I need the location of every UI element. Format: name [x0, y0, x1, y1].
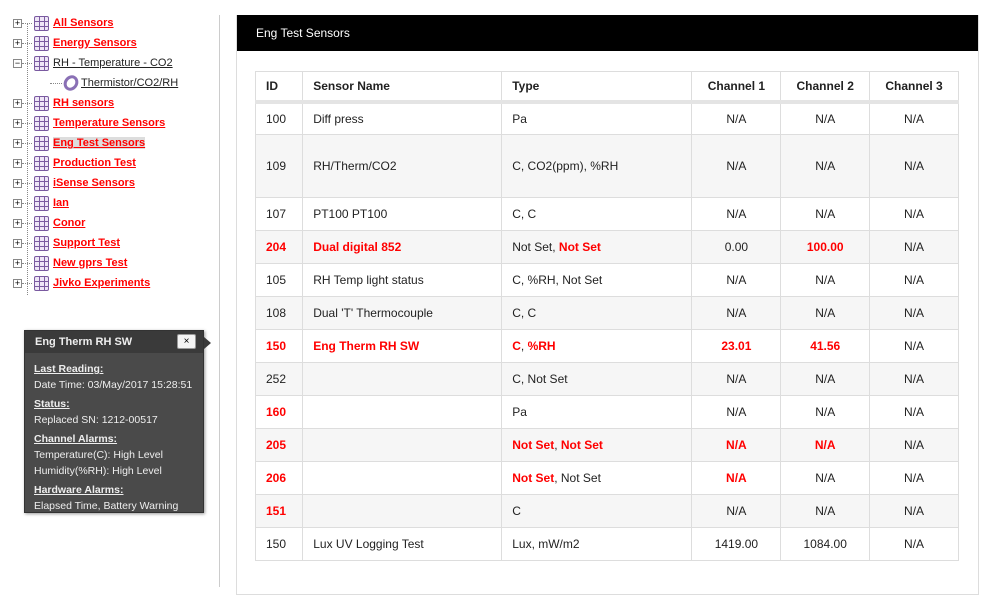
panel-title: Eng Test Sensors	[237, 15, 978, 51]
expand-icon[interactable]: +	[14, 37, 21, 48]
sensor-name-cell[interactable]	[303, 363, 502, 396]
table-row[interactable]	[256, 495, 959, 528]
tree-item-label[interactable]: Conor	[53, 217, 86, 229]
expand-icon[interactable]: +	[14, 117, 21, 128]
channel-1-cell: 1419.00	[692, 528, 781, 561]
expand-icon[interactable]: +	[14, 237, 21, 248]
expand-icon[interactable]: +	[14, 97, 21, 108]
channel-1-cell: N/A	[692, 102, 781, 135]
sensor-type-cell	[502, 198, 692, 231]
type-part: Not Set	[512, 438, 555, 452]
type-part: C, CO2(ppm), %RH	[512, 159, 619, 173]
sensor-group-tree	[10, 13, 210, 293]
type-part: ,	[520, 339, 528, 353]
channel-2-cell: 41.56	[781, 330, 870, 363]
channel-3-cell: N/A	[870, 396, 959, 429]
channel-2-cell: N/A	[781, 264, 870, 297]
sensor-id-cell: 108	[256, 297, 303, 330]
sensor-id-cell: 150	[256, 330, 303, 363]
channel-1-cell: 0.00	[692, 231, 781, 264]
channel-2-cell: N/A	[781, 495, 870, 528]
channel-1-cell: N/A	[692, 363, 781, 396]
close-icon[interactable]: ×	[177, 334, 196, 349]
sensor-type-cell	[502, 231, 692, 264]
sensor-type-cell	[502, 135, 692, 198]
type-part: C	[512, 339, 521, 353]
table-header-row	[256, 72, 959, 102]
channel-2-cell: N/A	[781, 102, 870, 135]
sensor-name-cell[interactable]: RH Temp light status	[303, 264, 502, 297]
type-part: , Not Set	[554, 471, 601, 485]
channel-1-cell: N/A	[692, 198, 781, 231]
tree-item-temperature-sensors[interactable]	[10, 113, 210, 133]
sensor-group-icon	[34, 136, 49, 151]
type-part: C, C	[512, 306, 537, 320]
tree-item-label[interactable]: RH sensors	[53, 97, 115, 109]
channel-2-cell: N/A	[781, 135, 870, 198]
sensor-id-cell: 105	[256, 264, 303, 297]
tree-item-label[interactable]: Eng Test Sensors	[53, 137, 146, 149]
sensor-id-cell: 107	[256, 198, 303, 231]
sensor-icon	[61, 72, 82, 93]
type-part: Pa	[512, 405, 527, 419]
sensor-group-icon	[34, 96, 49, 111]
status-heading: Status:	[34, 398, 70, 410]
expand-icon[interactable]: +	[14, 277, 21, 288]
tooltip-title: Eng Therm RH SW	[25, 331, 203, 353]
type-part: Not Set	[558, 240, 601, 254]
expand-icon[interactable]: +	[14, 177, 21, 188]
channel-2-cell: N/A	[781, 363, 870, 396]
channel-3-cell: N/A	[870, 429, 959, 462]
sensor-table	[255, 71, 959, 561]
sensor-group-icon	[34, 16, 49, 31]
channel-1-cell: N/A	[692, 396, 781, 429]
type-part: Not Set	[512, 240, 553, 254]
sensor-name-cell[interactable]	[303, 462, 502, 495]
channel-2-cell: N/A	[781, 198, 870, 231]
sensor-id-cell: 252	[256, 363, 303, 396]
sensor-id-cell: 151	[256, 495, 303, 528]
type-part: ,	[554, 438, 561, 452]
tree-item-label[interactable]: Energy Sensors	[53, 37, 137, 49]
tree-item-label[interactable]: Temperature Sensors	[53, 117, 166, 129]
status-text: Replaced SN: 1212-00517	[34, 414, 158, 426]
sensor-name-cell[interactable]: Lux UV Logging Test	[303, 528, 502, 561]
hardware-alarms-text: Elapsed Time, Battery Warning	[34, 500, 179, 512]
tree-connector	[22, 23, 32, 24]
channel-3-cell: N/A	[870, 297, 959, 330]
sensor-type-cell	[502, 429, 692, 462]
table-row[interactable]	[256, 264, 959, 297]
sensor-group-icon	[34, 276, 49, 291]
channel-3-cell: N/A	[870, 135, 959, 198]
type-part: ,	[552, 240, 559, 254]
tree-item-production-test[interactable]	[10, 153, 210, 173]
type-part: %RH	[527, 339, 556, 353]
tree-item-label[interactable]: Support Test	[53, 237, 121, 249]
tree-item-isense-sensors[interactable]	[10, 173, 210, 193]
channel-alarms-heading: Channel Alarms:	[34, 433, 118, 445]
tree-connector	[22, 63, 32, 64]
channel-2-cell: N/A	[781, 429, 870, 462]
tree-item-jivko-experiments[interactable]	[10, 273, 210, 293]
tree-connector	[22, 43, 32, 44]
sensor-group-icon	[34, 36, 49, 51]
tree-item-label[interactable]: Jivko Experiments	[53, 277, 151, 289]
tree-connector	[22, 123, 32, 124]
table-row[interactable]	[256, 396, 959, 429]
last-reading-datetime: Date Time: 03/May/2017 15:28:51	[34, 379, 193, 391]
sensor-id-cell: 160	[256, 396, 303, 429]
tree-item-rh-temperature-co2[interactable]	[10, 53, 210, 73]
channel-1-cell: N/A	[692, 135, 781, 198]
table-row[interactable]	[256, 363, 959, 396]
type-part: Not Set	[560, 438, 603, 452]
tree-item-label[interactable]: Ian	[53, 197, 69, 209]
sensor-id-cell: 109	[256, 135, 303, 198]
tree-item-label[interactable]: iSense Sensors	[53, 177, 135, 189]
sensor-name-cell[interactable]: Dual digital 852	[303, 231, 502, 264]
column-header[interactable]: Channel 2	[781, 72, 870, 102]
channel-2-cell: 100.00	[781, 231, 870, 264]
expand-icon[interactable]: +	[14, 217, 21, 228]
channel-2-cell: N/A	[781, 396, 870, 429]
collapse-icon[interactable]: −	[14, 57, 21, 68]
tree-item-energy-sensors[interactable]	[10, 33, 210, 53]
channel-alarm: Humidity(%RH): High Level	[34, 465, 162, 477]
tree-connector	[22, 143, 32, 144]
channel-1-cell: N/A	[692, 264, 781, 297]
sensor-type-cell	[502, 330, 692, 363]
table-row[interactable]	[256, 297, 959, 330]
tree-item-ian[interactable]	[10, 193, 210, 213]
sensor-type-cell	[502, 528, 692, 561]
sensor-id-cell: 205	[256, 429, 303, 462]
sensor-group-icon	[34, 236, 49, 251]
channel-3-cell: N/A	[870, 528, 959, 561]
sensor-type-cell	[502, 495, 692, 528]
tree-item-rh-sensors[interactable]	[10, 93, 210, 113]
tree-item-label[interactable]: Thermistor/CO2/RH	[81, 77, 179, 89]
type-part: C, C	[512, 207, 537, 221]
channel-2-cell: N/A	[781, 297, 870, 330]
channel-3-cell: N/A	[870, 198, 959, 231]
channel-1-cell: N/A	[692, 429, 781, 462]
tooltip-arrow	[204, 337, 211, 349]
sensor-name-cell[interactable]	[303, 396, 502, 429]
sensor-name-cell[interactable]: Dual 'T' Thermocouple	[303, 297, 502, 330]
channel-2-cell: N/A	[781, 462, 870, 495]
table-row[interactable]	[256, 135, 959, 198]
type-part: C, Not Set	[512, 372, 568, 386]
sensor-type-cell	[502, 297, 692, 330]
table-row[interactable]	[256, 462, 959, 495]
type-part: C, %RH, Not Set	[512, 273, 603, 287]
tree-connector	[22, 283, 32, 284]
channel-1-cell: N/A	[692, 462, 781, 495]
channel-1-cell: N/A	[692, 495, 781, 528]
tree-connector	[22, 183, 32, 184]
sensor-id-cell: 100	[256, 102, 303, 135]
column-header[interactable]: ID	[256, 72, 303, 102]
column-header[interactable]: Sensor Name	[303, 72, 502, 102]
sensor-group-icon	[34, 116, 49, 131]
expand-icon[interactable]: +	[14, 157, 21, 168]
sensor-group-icon	[34, 256, 49, 271]
sensor-group-icon	[34, 176, 49, 191]
sensor-name-cell[interactable]: PT100 PT100	[303, 198, 502, 231]
column-header[interactable]: Channel 3	[870, 72, 959, 102]
tree-item-new-gprs-test[interactable]	[10, 253, 210, 273]
table-row[interactable]	[256, 231, 959, 264]
tree-connector	[22, 203, 32, 204]
tree-item-eng-test-sensors[interactable]	[10, 133, 210, 153]
expand-icon[interactable]: +	[14, 137, 21, 148]
sensor-group-icon	[34, 196, 49, 211]
tree-connector	[22, 103, 32, 104]
tree-connector	[50, 83, 62, 84]
type-part: C	[512, 504, 521, 518]
table-row[interactable]	[256, 330, 959, 363]
sensor-group-icon	[34, 216, 49, 231]
channel-3-cell: N/A	[870, 231, 959, 264]
sensor-type-cell	[502, 462, 692, 495]
expand-icon[interactable]: +	[14, 197, 21, 208]
tree-item-label[interactable]: RH - Temperature - CO2	[53, 57, 173, 69]
channel-3-cell: N/A	[870, 462, 959, 495]
sensor-type-cell	[502, 102, 692, 135]
tree-item-thermistor-co2-rh[interactable]	[10, 73, 210, 93]
channel-1-cell: 23.01	[692, 330, 781, 363]
channel-3-cell: N/A	[870, 495, 959, 528]
expand-icon[interactable]: +	[14, 17, 21, 28]
last-reading-heading: Last Reading:	[34, 363, 104, 375]
sensor-type-cell	[502, 264, 692, 297]
sensor-name-cell[interactable]: Diff press	[303, 102, 502, 135]
channel-alarm: Temperature(C): High Level	[34, 449, 163, 461]
table-row[interactable]	[256, 429, 959, 462]
type-part: Lux, mW/m2	[512, 537, 580, 551]
sensor-name-cell[interactable]	[303, 429, 502, 462]
hardware-alarms-heading: Hardware Alarms:	[34, 484, 124, 496]
tree-item-conor[interactable]	[10, 213, 210, 233]
pane-divider[interactable]	[219, 15, 220, 587]
channel-2-cell: 1084.00	[781, 528, 870, 561]
sensor-name-cell[interactable]: RH/Therm/CO2	[303, 135, 502, 198]
sensor-type-cell	[502, 363, 692, 396]
sensor-id-cell: 204	[256, 231, 303, 264]
tree-item-label[interactable]: All Sensors	[53, 17, 114, 29]
sensor-id-cell: 150	[256, 528, 303, 561]
sensor-id-cell: 206	[256, 462, 303, 495]
type-part: Not Set	[512, 471, 555, 485]
sensor-group-icon	[34, 56, 49, 71]
tree-connector	[22, 223, 32, 224]
sensor-panel	[236, 15, 979, 595]
table-row[interactable]	[256, 198, 959, 231]
column-header[interactable]: Type	[502, 72, 692, 102]
table-row[interactable]	[256, 102, 959, 135]
sensor-name-cell[interactable]: Eng Therm RH SW	[303, 330, 502, 363]
sensor-name-cell[interactable]	[303, 495, 502, 528]
channel-3-cell: N/A	[870, 102, 959, 135]
channel-3-cell: N/A	[870, 264, 959, 297]
channel-1-cell: N/A	[692, 297, 781, 330]
tree-item-all-sensors[interactable]	[10, 13, 210, 33]
table-row[interactable]	[256, 528, 959, 561]
channel-3-cell: N/A	[870, 330, 959, 363]
sensor-group-icon	[34, 156, 49, 171]
tree-item-label[interactable]: New gprs Test	[53, 257, 128, 269]
expand-icon[interactable]: +	[14, 257, 21, 268]
channel-3-cell: N/A	[870, 363, 959, 396]
sensor-tooltip	[24, 330, 204, 513]
column-header[interactable]: Channel 1	[692, 72, 781, 102]
sensor-type-cell	[502, 396, 692, 429]
type-part: Pa	[512, 111, 527, 126]
tree-item-support-test[interactable]	[10, 233, 210, 253]
tree-connector	[22, 163, 32, 164]
tree-connector	[22, 243, 32, 244]
tree-item-label[interactable]: Production Test	[53, 157, 136, 169]
tree-connector	[22, 263, 32, 264]
